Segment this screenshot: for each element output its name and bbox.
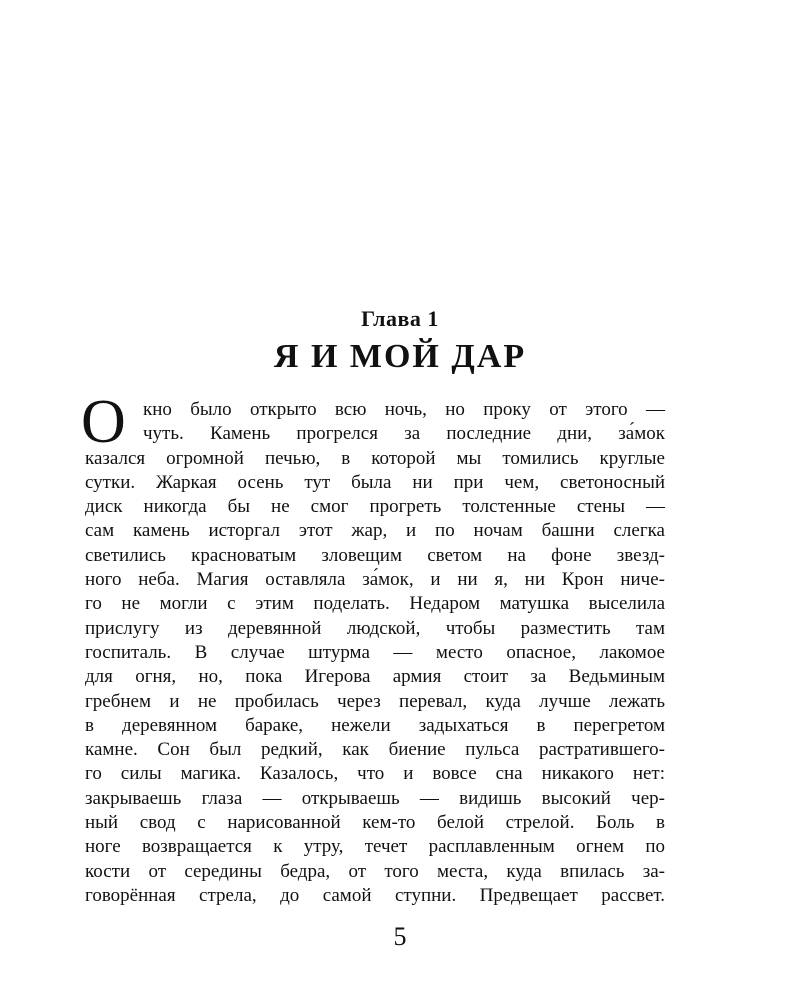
text-line: кости от середины бедра, от того места, куда впилась за- bbox=[85, 860, 665, 882]
drop-cap: О bbox=[81, 388, 126, 456]
text-line: ного неба. Магия оставляла за́мок, и ни я, ни Крон ниче- bbox=[85, 569, 665, 591]
text-line: сам камень исторгал этот жар, и по ночам башни слегка bbox=[85, 520, 665, 542]
text-line: сутки. Жаркая осень тут была ни при чем, светоносный bbox=[85, 471, 665, 493]
text-line: прислугу из деревянной людской, чтобы разместить там bbox=[85, 617, 665, 639]
text-line: диск никогда бы не смог прогреть толстенные стены — bbox=[85, 496, 665, 518]
text-line: госпиталь. В случае штурма — место опасное, лакомое bbox=[85, 641, 665, 663]
text-line: го не могли с этим поделать. Недаром матушка выселила bbox=[85, 593, 665, 615]
text-line: гребнем и не пробилась через перевал, куда лучше лежать bbox=[85, 690, 665, 712]
text-line: го силы магика. Казалось, что и вовсе сна никакого нет: bbox=[85, 763, 665, 785]
text-line: светились красноватым зловещим светом на фоне звезд- bbox=[85, 544, 665, 566]
chapter-number: Глава 1 bbox=[361, 306, 439, 331]
text-line: для огня, но, пока Игерова армия стоит за Ведьминым bbox=[85, 666, 665, 688]
text-line: ный свод с нарисованной кем-то белой стрелой. Боль в bbox=[85, 812, 665, 834]
text-line: закрываешь глаза — открываешь — видишь высокий чер- bbox=[85, 787, 665, 809]
text-line: камне. Сон был редкий, как биение пульса растратившего- bbox=[85, 739, 665, 761]
text-line: говорённая стрела, до самой ступни. Предвещает рассвет. bbox=[85, 884, 665, 906]
text-line: ноге возвращается к утру, течет расплавленным огнем по bbox=[85, 836, 665, 858]
text-line: в деревянном бараке, нежели задыхаться в перегретом bbox=[85, 714, 665, 736]
text-line: чуть. Камень прогрелся за последние дни, за́мок bbox=[143, 423, 665, 445]
text-line: казался огромной печью, в которой мы томились круглые bbox=[85, 447, 665, 469]
page-number: 5 bbox=[393, 922, 407, 951]
chapter-body bbox=[81, 388, 665, 908]
text-line: кно было открыто всю ночь, но проку от этого — bbox=[143, 399, 665, 420]
chapter-title: Я И МОЙ ДАР bbox=[273, 338, 527, 375]
